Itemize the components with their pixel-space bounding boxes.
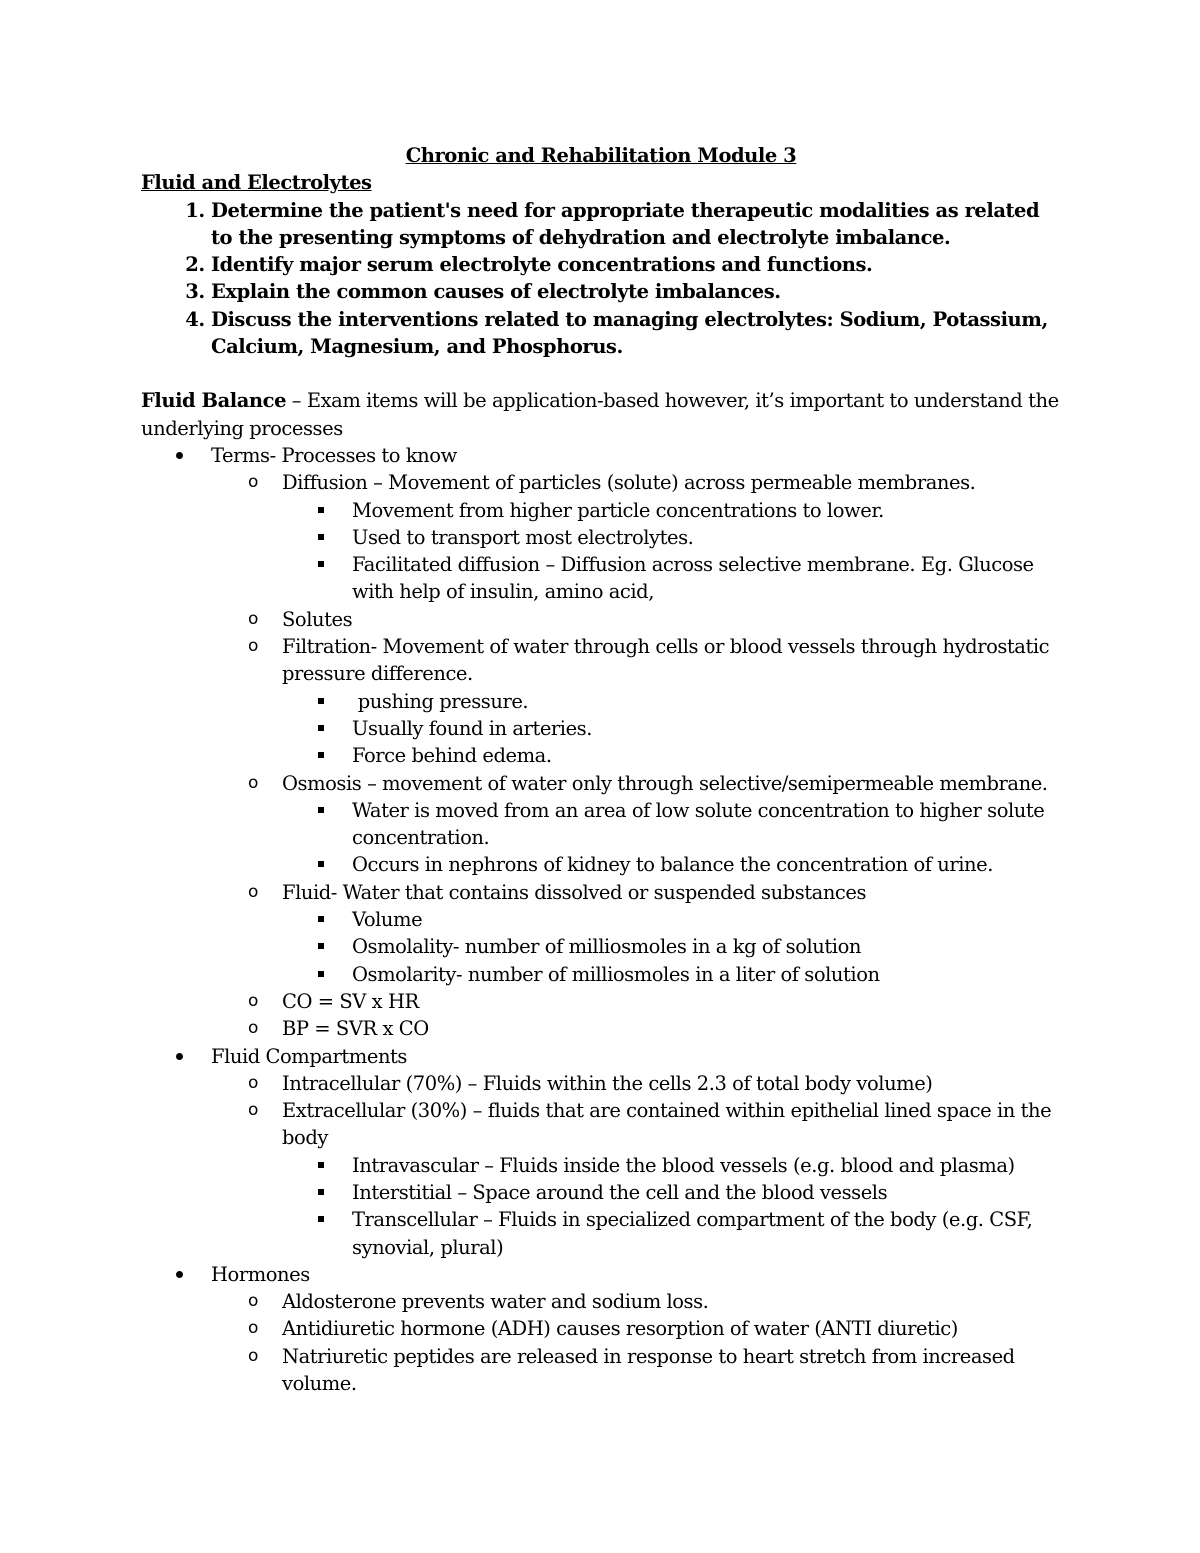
hormones-sublist [211,1288,1061,1397]
terms-label: Terms- Processes to know [211,443,457,467]
list-item: Interstitial – Space around the cell and the blood vessels [352,1179,1061,1206]
osmosis-label: Osmosis – movement of water only through selective/semipermeable membrane. [282,771,1048,795]
list-item: o Natriuretic peptides are released in response to heart stretch from increased volume. [282,1343,1061,1398]
list-item-extracellular [282,1097,1061,1261]
fluid-label: Fluid- Water that contains dissolved or suspended substances [282,880,867,904]
osmosis-sublist [282,797,1061,879]
list-item: Osmolality- number of milliosmoles in a kg of solution [352,933,1061,960]
list-item: Occurs in nephrons of kidney to balance the concentration of urine. [352,851,1061,878]
list-item: Used to transport most electrolytes. [352,524,1061,551]
compartments-sublist [211,1070,1061,1261]
list-item-hormones [211,1261,1061,1397]
spacer [141,360,1061,387]
section-heading: Fluid and Electrolytes [141,171,372,195]
objective-item: 4. Discuss the interventions related to managing electrolytes: Sodium, Potassium, Calcium, Magnesium, and Phosphorus. [211,306,1061,361]
list-item-bp-formula: o BP = SVR x CO [282,1015,1061,1042]
list-item: Usually found in arteries. [352,715,1061,742]
list-item-fluid-compartments [211,1043,1061,1261]
document-body [141,142,1061,1397]
outline-list [141,442,1061,1397]
objective-item: 3. Explain the common causes of electrolyte imbalances. [211,278,1061,305]
filtration-label: Filtration- Movement of water through cells or blood vessels through hydrostatic pressure difference. [282,635,1050,686]
extracellular-sublist [282,1152,1061,1261]
list-item-co-formula: o CO = SV x HR [282,988,1061,1015]
list-item: Volume [352,906,1061,933]
list-item: Force behind edema. [352,742,1061,769]
fluid-balance-text: – Exam items will be application-based however, it’s important to understand the underlying processes [141,389,1059,440]
fluid-balance-heading: Fluid Balance [141,389,287,413]
list-item-osmosis [282,770,1061,879]
list-item: Water is moved from an area of low solute concentration to higher solute concentration. [352,797,1061,852]
list-item: o Antidiuretic hormone (ADH) causes resorption of water (ANTI diuretic) [282,1315,1061,1342]
hormones-label: Hormones [211,1262,310,1286]
fluid-sublist [282,906,1061,988]
list-item-terms [211,442,1061,1043]
terms-sublist [211,469,1061,1042]
list-item: Transcellular – Fluids in specialized compartment of the body (e.g. CSF, synovial, plural) [352,1206,1061,1261]
objective-item: 2. Identify major serum electrolyte concentrations and functions. [211,251,1061,278]
list-item: Movement from higher particle concentrations to lower. [352,497,1061,524]
list-item: Osmolarity- number of milliosmoles in a liter of solution [352,961,1061,988]
extracellular-label: Extracellular (30%) – fluids that are contained within epithelial lined space in the body [282,1099,1052,1150]
list-item: pushing pressure. [352,688,1061,715]
objectives-list [141,197,1061,361]
list-item-diffusion [282,469,1061,605]
fluid-balance-intro [141,387,1061,442]
list-item-intracellular: o Intracellular (70%) – Fluids within the cells 2.3 of total body volume) [282,1070,1061,1097]
list-item: o Aldosterone prevents water and sodium loss. [282,1288,1061,1315]
list-item: Intravascular – Fluids inside the blood vessels (e.g. blood and plasma) [352,1152,1061,1179]
diffusion-label: Diffusion – Movement of particles (solute) across permeable membranes. [282,471,976,495]
diffusion-sublist [282,497,1061,606]
list-item: Facilitated diffusion – Diffusion across selective membrane. Eg. Glucose with help of insulin, amino acid, [352,551,1061,606]
list-item-filtration [282,633,1061,769]
list-item-solutes: o Solutes [282,606,1061,633]
filtration-sublist [282,688,1061,770]
compartments-label: Fluid Compartments [211,1044,407,1068]
page-title: Chronic and Rehabilitation Module 3 [405,144,797,167]
list-item-fluid [282,879,1061,988]
objective-item: 1. Determine the patient's need for appropriate therapeutic modalities as related to the presenting symptoms of dehydration and electrolyte imbalance. [211,197,1061,252]
